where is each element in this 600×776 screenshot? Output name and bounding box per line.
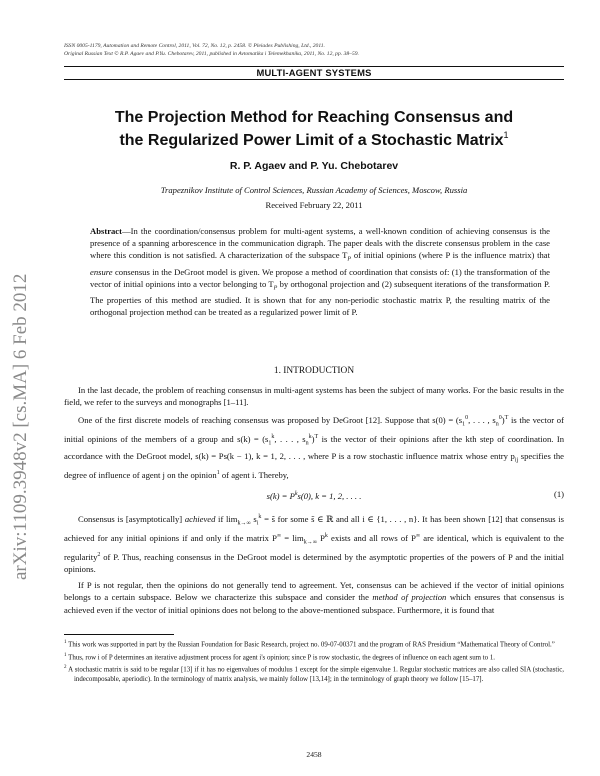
- body-text: [64, 384, 564, 619]
- title-line2: the Regularized Power Limit of a Stochastic Matrix: [119, 132, 504, 149]
- arxiv-stamp: [4, 200, 34, 580]
- footnote-2: $^1$ Thus, row i of P determines an iterative adjustment process for agent i's opinion; since P is row stochastic, the degrees of influence on each agent sum to 1.: [64, 652, 495, 661]
- paragraph-4: If P is not regular, then the opinions do not generally tend to agreement. Yet, consensus can be achieved if the vector of initial opinions belongs to a certain subspace. Below we characterize this subspace and consider the method of projection which ensures that consensus is achieved even if the vector of initial opinions does not belong to the above-mentioned subspace. Furthermore, it is found that: [64, 579, 564, 615]
- page-number: 2458: [306, 750, 322, 759]
- arxiv-stamp-text: arXiv:1109.3948v2 [cs.MA] 6 Feb 2012: [10, 273, 31, 580]
- section-heading-introduction: 1. INTRODUCTION: [273, 366, 355, 376]
- abstract: Abstract—In the coordination/consensus problem for multi-agent systems, a well-known condition of achieving consensus is the presence of a spanning arborescence in the communication digraph. The paper deals with the discrete consensus problem in the case where this condition is not satisfied. A characterization of the subspace $T_P$ of initial opinions (where P is the influence matrix) that ensure consensus in the DeGroot model is given. We propose a method of coordination that consists of: (1) the transformation of the vector of initial opinions into a vector belonging to $T_P$ by orthogonal projection and (2) subsequent iterations of the transformation P. The properties of this method are studied. It is shown that for any non-periodic stochastic matrix P, the resulting matrix of the orthogonal projection method can be treated as a regularized power limit of P.: [90, 226, 551, 318]
- paragraph-1: In the last decade, the problem of reaching consensus in multi-agent systems has been the subject of many works. For the basic results in the field, we refer to the surveys and monographs [1–11].: [64, 385, 564, 408]
- footnote-3: $^2$ A stochastic matrix is said to be regular [13] if it has no eigenvalues of modulus 1 except for the simple eigenvalue 1. Regular stochastic matrices are also called SIA (stochastic, indecomposable, aperiodic). In the terminology of matrix analysis, we mainly follow [13,14]; in the terminology of graph theory we follow [15–17].: [64, 665, 565, 684]
- authors: R. P. Agaev and P. Yu. Chebotarev: [229, 160, 399, 172]
- paper-title: [64, 106, 564, 152]
- footnotes: [64, 638, 564, 686]
- title-line1: The Projection Method for Reaching Consensus and: [114, 109, 514, 126]
- equation-1-number: (1): [553, 489, 564, 500]
- received-date: Received February 22, 2011: [265, 200, 363, 210]
- footnote-rule: [64, 634, 174, 635]
- title-footnote-mark: 1: [503, 130, 509, 140]
- journal-header: [64, 43, 564, 58]
- equation-1: $s(k) = P^ks(0)$, k = 1, 2, . . . . (1): [266, 489, 564, 502]
- paragraph-2: One of the first discrete models of reaching consensus was proposed by DeGroot [12]. Suppose that $s(0) = (s_1^0$, . . . , $s_n^0)^T$ is the vector of initial opinions of the members of a group and $s(k) = (s_1^k$, . . . , $s_n^k)^T$ is the vector of their opinions after the kth step of coordination. In accordance with the DeGroot model, s(k) = Ps(k − 1), k = 1, 2, . . . , where P is a row stochastic influence matrix whose entry $p_{ij}$ specifies the degree of influence of agent j on the opinion$^1$ of agent i. Thereby,: [64, 414, 564, 480]
- journal-header-line2: Original Russian Text © R.P. Agaev and P.Yu. Chebotarev, 2011, published in Avtomatika i Telemekhanika, 2011, No. 12, pp. 38–59.: [64, 50, 359, 57]
- header-rule-bottom: [64, 79, 564, 80]
- affiliation: Trapeznikov Institute of Control Sciences, Russian Academy of Sciences, Moscow, Russia: [160, 185, 468, 195]
- section-tag: MULTI-AGENT SYSTEMS: [256, 67, 372, 78]
- footnote-1: $^1$ This work was supported in part by the Russian Foundation for Basic Research, project no. 09-07-00371 and the program of RAS Presidium “Mathematical Theory of Control.”: [64, 640, 555, 649]
- abstract-label: Abstract: [90, 226, 122, 236]
- journal-header-line1: ISSN 0005-1179, Automation and Remote Control, 2011, Vol. 72, No. 12, p. 2458. © Pleiades Publishing, Ltd., 2011.: [64, 43, 325, 49]
- paragraph-3: Consensus is [asymptotically] achieved if $\lim_{k\to\infty} s_i^k$ = s̃ for some s̃ ∈ ℝ and all i ∈ {1, . . . , n}. It has been shown [12] that consensus is achieved for any initial opinions if and only if the matrix $P^\infty = \lim_{k\to\infty} P^k$ exists and all rows of P∞ are identical, which is equivalent to the regularity$^2$ of P. Thus, reaching consensus in the DeGroot model is determined by the asymptotic properties of the powers of P and the initial opinions.: [64, 514, 565, 575]
